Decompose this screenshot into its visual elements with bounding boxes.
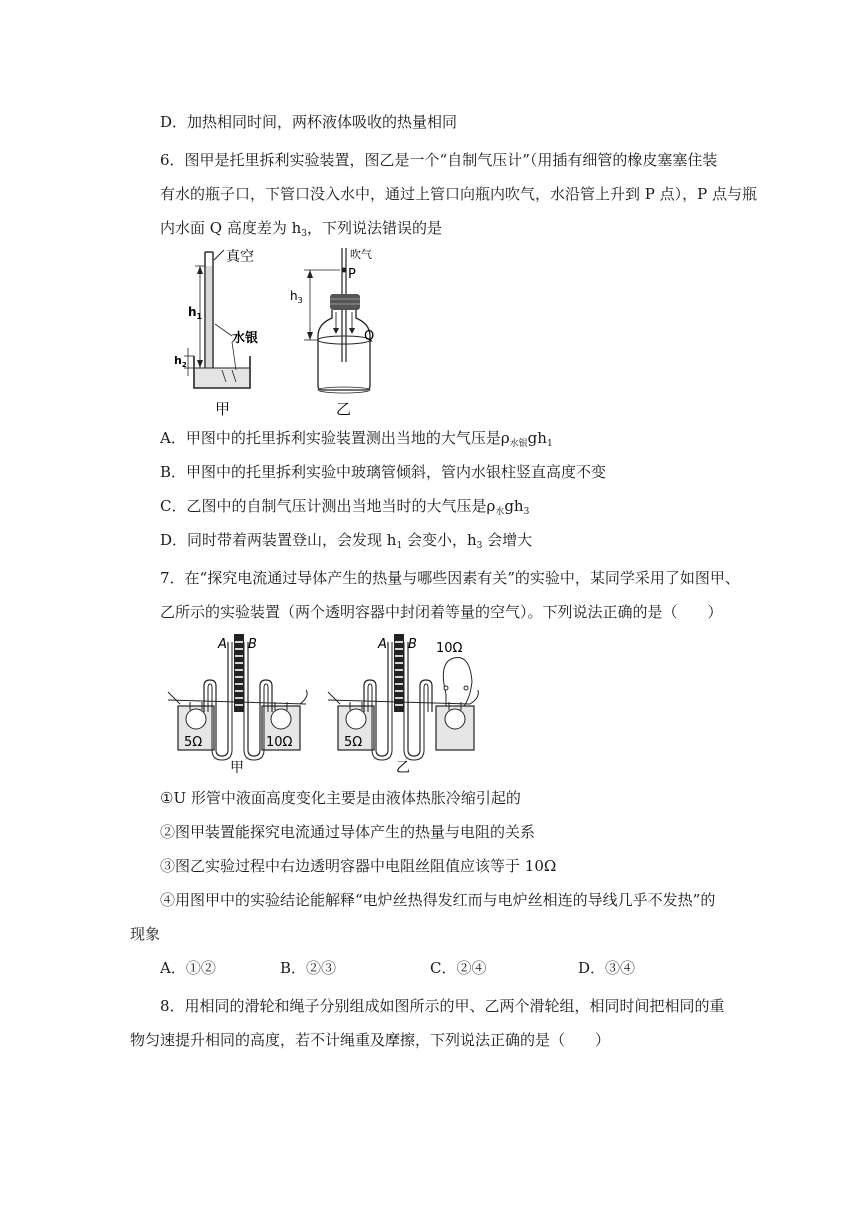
tube-b-label-yi: B — [408, 637, 417, 652]
resistor-5-yi: 5Ω — [344, 735, 363, 750]
joule-setup-yi — [328, 634, 478, 776]
q7-statement-3: ③图乙实验过程中右边透明容器中电阻丝阻值应该等于 10Ω — [160, 857, 557, 875]
h2-label: $h_2$ — [174, 354, 187, 369]
q6-figure — [170, 244, 400, 418]
resistor-10-external-yi: 10Ω — [436, 641, 463, 656]
q7-options — [160, 958, 635, 978]
q7-option-d: D．③④ — [578, 959, 636, 977]
q6-stem-line1: 6．图甲是托里拆利实验装置，图乙是一个“自制气压计”（用插有细管的橡皮塞塞住装 — [160, 151, 718, 169]
figure-jia-caption-q7: 甲 — [230, 760, 244, 776]
torricelli-apparatus — [174, 248, 258, 418]
homemade-barometer — [290, 247, 374, 418]
q6-option-d: D．同时带着两装置登山，会发现 $h_1$ 会变小，$h_3$ 会增大 — [160, 531, 533, 551]
q8-stem-line1: 8．用相同的滑轮和绳子分别组成如图所示的甲、乙两个滑轮组，相同时间把相同的重 — [160, 997, 725, 1015]
joule-setup-jia — [168, 634, 307, 776]
q6-option-b: B．甲图中的托里拆利实验中玻璃管倾斜，管内水银柱竖直高度不变 — [160, 463, 607, 481]
tube-b-label-jia: B — [248, 637, 257, 652]
figure-jia-caption: 甲 — [215, 400, 231, 418]
q7-option-b: B．②③ — [280, 959, 337, 977]
q7-statement-2: ②图甲装置能探究电流通过导体产生的热量与电阻的关系 — [160, 823, 536, 841]
q7-statement-4-line1: ④用图甲中的实验结论能解释“电炉丝热得发红而与电炉丝相连的导线几乎不发热”的 — [160, 891, 716, 909]
tube-a-label-yi: A — [378, 637, 387, 652]
h1-label: $h_1$ — [188, 305, 203, 321]
q7-stem-line2: 乙所示的实验装置（两个透明容器中封闭着等量的空气）。下列说法正确的是（ ） — [160, 603, 723, 621]
q5-option-d: D．加热相同时间，两杯液体吸收的热量相同 — [160, 113, 458, 131]
q6-stem-line3: 内水面 Q 高度差为 $h_3$，下列说法错误的是 — [160, 219, 443, 239]
q8-stem-line2: 物匀速提升相同的高度，若不计绳重及摩擦，下列说法正确的是（ ） — [130, 1031, 611, 1049]
resistor-10-jia: 10Ω — [266, 735, 293, 750]
q7-stem-line1: 7．在“探究电流通过导体产生的热量与哪些因素有关”的实验中，某同学采用了如图甲、 — [160, 569, 740, 587]
point-q-label: Q — [364, 329, 375, 344]
q7-figure — [160, 622, 490, 780]
tube-a-label-jia: A — [218, 637, 227, 652]
figure-yi-caption: 乙 — [336, 400, 352, 418]
mercury-label: 水银 — [232, 331, 259, 346]
q6-option-c: C．乙图中的自制气压计测出当地当时的大气压是$\rho_水gh_3$ — [160, 497, 530, 517]
q6-option-a: A．甲图中的托里拆利实验装置测出当地的大气压是$\rho_{水银}gh_1$ — [160, 429, 553, 449]
point-p-label: P — [348, 267, 356, 282]
blow-label: 吹气 — [350, 248, 372, 261]
q7-option-c: C．②④ — [430, 959, 487, 977]
q7-statement-1: ①U 形管中液面高度变化主要是由液体热胀冷缩引起的 — [160, 789, 521, 807]
resistor-5-jia: 5Ω — [184, 735, 203, 750]
h3-label: $h_3$ — [290, 289, 303, 305]
q6-stem-line2: 有水的瓶子口，下管口没入水中，通过上管口向瓶内吹气，水沿管上升到 P 点），P 点与瓶 — [160, 185, 757, 203]
figure-yi-caption-q7: 乙 — [396, 760, 410, 776]
vacuum-label: 真空 — [226, 249, 254, 265]
q7-option-a: A．①② — [160, 959, 216, 977]
q7-statement-4-line2: 现象 — [130, 925, 161, 943]
